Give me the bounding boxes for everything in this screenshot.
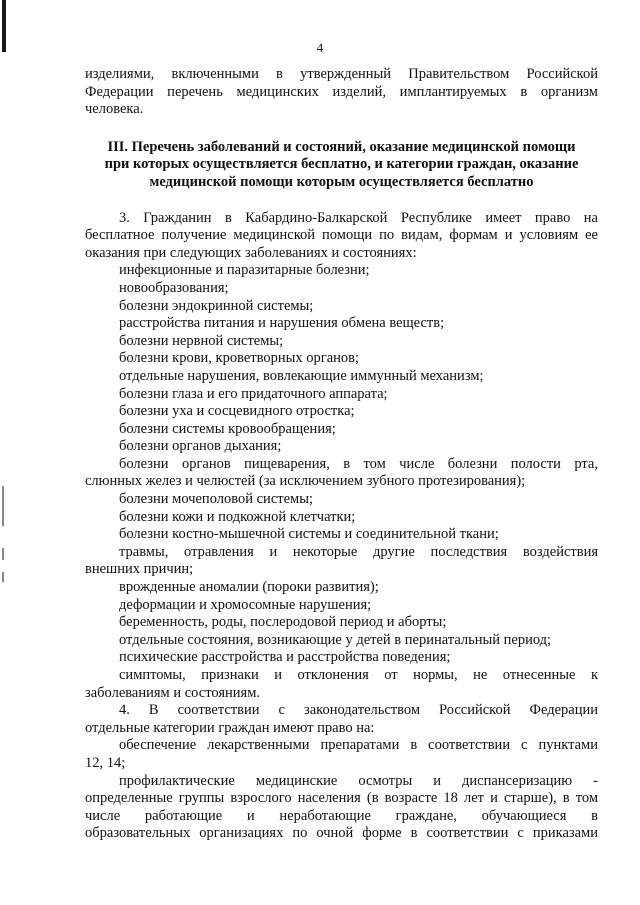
intro-line: изделиями, включенными в утвержденный Правительством Российской xyxy=(85,66,598,82)
scan-edge-tick xyxy=(2,548,4,560)
condition-item-continued: заболеваниям и состояниям. xyxy=(85,684,260,701)
category-item: обеспечение лекарственными препаратами в соответствии с пунктами xyxy=(119,737,598,754)
condition-item: болезни мочеполовой системы; xyxy=(119,491,313,508)
category-item-continued: образовательных организациях по очной форме в соответствии с приказами xyxy=(85,825,598,842)
category-item: профилактические медицинские осмотры и диспансеризацию - xyxy=(119,772,598,789)
condition-item: болезни эндокринной системы; xyxy=(119,297,314,314)
condition-item-continued: внешних причин; xyxy=(85,561,194,578)
paragraph-4-line: 4. В соответствии с законодательством Российской Федерации xyxy=(119,702,598,719)
category-item-continued: числе работающие и неработающие граждане, обучающиеся в xyxy=(85,807,598,824)
condition-item: болезни костно-мышечной системы и соединительной ткани; xyxy=(119,526,499,543)
condition-item: деформации и хромосомные нарушения; xyxy=(119,596,372,613)
condition-item: психические расстройства и расстройства поведения; xyxy=(119,649,451,666)
condition-item-continued: слюнных желез и челюстей (за исключением зубного протезирования); xyxy=(85,473,526,490)
intro-line: Федерации перечень медицинских изделий, имплантируемых в организм xyxy=(85,83,598,100)
intro-line: человека. xyxy=(85,101,144,118)
condition-item: болезни уха и сосцевидного отростка; xyxy=(119,403,355,420)
condition-item: симптомы, признаки и отклонения от нормы, не отнесенные к xyxy=(119,667,598,683)
scan-edge-tick xyxy=(2,486,4,526)
condition-item: инфекционные и паразитарные болезни; xyxy=(119,262,370,279)
condition-item: болезни глаза и его придаточного аппарата; xyxy=(119,385,388,402)
category-item-continued: 12, 14; xyxy=(85,754,126,771)
condition-item: болезни системы кровообращения; xyxy=(119,420,336,437)
condition-item: болезни органов пищеварения, в том числе болезни полости рта, xyxy=(119,455,598,472)
section-heading-line: медицинской помощи которым осуществляется бесплатно xyxy=(149,173,534,190)
condition-item: болезни крови, кроветворных органов; xyxy=(119,350,360,367)
condition-item: болезни кожи и подкожной клетчатки; xyxy=(119,508,356,525)
condition-item: новообразования; xyxy=(119,279,229,296)
section-heading-line: III. Перечень заболеваний и состояний, оказание медицинской помощи xyxy=(107,138,576,155)
category-item-continued: определенные группы взрослого населения (в возрасте 18 лет и старше), в том xyxy=(85,790,598,807)
paragraph-3-line: 3. Гражданин в Кабардино-Балкарской Республике имеет право на xyxy=(119,209,598,226)
paragraph-4-line: отдельные категории граждан имеют право на: xyxy=(85,719,375,736)
page-number: 4 xyxy=(316,40,324,55)
condition-item: отдельные нарушения, вовлекающие иммунный механизм; xyxy=(119,367,484,384)
condition-item: врожденные аномалии (пороки развития); xyxy=(119,579,379,596)
condition-item: травмы, отравления и некоторые другие последствия воздействия xyxy=(119,543,598,560)
paragraph-3-line: бесплатное получение медицинской помощи по видам, формам и условиям ее xyxy=(85,227,598,244)
document-body xyxy=(85,66,598,843)
condition-item: расстройства питания и нарушения обмена веществ; xyxy=(119,315,445,332)
condition-item: беременность, роды, послеродовой период и аборты; xyxy=(119,614,447,631)
condition-item: болезни нервной системы; xyxy=(119,332,284,349)
paragraph-3-line: оказания при следующих заболеваниях и состояниях: xyxy=(85,244,417,261)
scan-edge-tick xyxy=(2,572,4,582)
condition-item: болезни органов дыхания; xyxy=(119,438,282,455)
condition-item: отдельные состояния, возникающие у детей в перинатальный период; xyxy=(119,631,552,648)
section-heading-line: при которых осуществляется бесплатно, и категории граждан, оказание xyxy=(104,156,579,173)
